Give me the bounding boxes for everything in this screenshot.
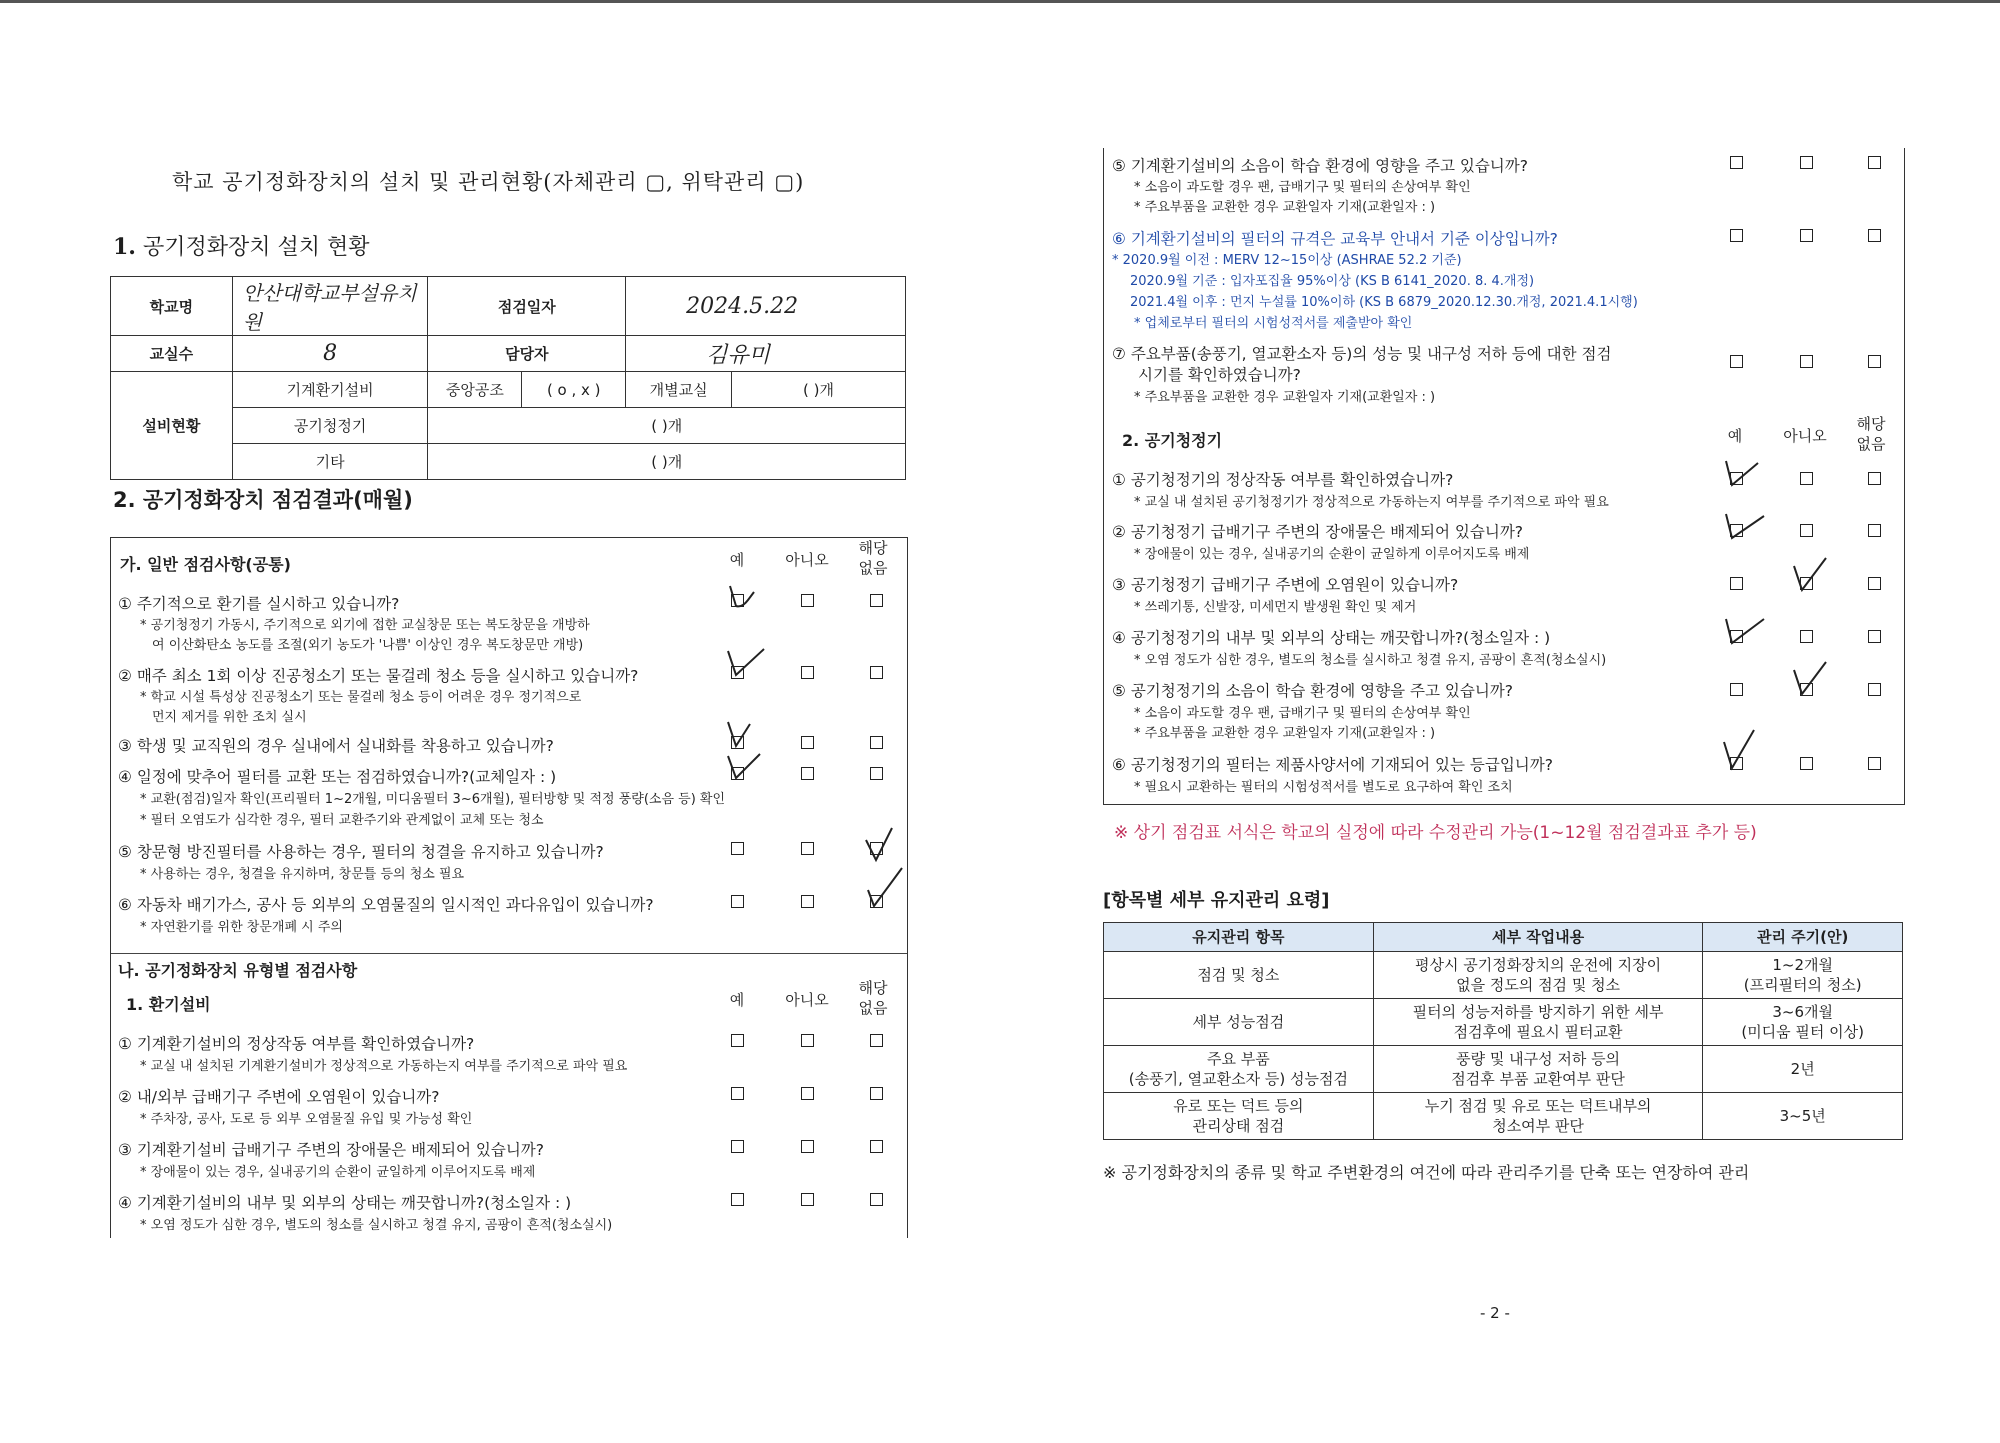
maint-cell: 2년 [1703, 1046, 1903, 1093]
checkbox-no[interactable] [801, 1140, 814, 1153]
footer-note: ※ 공기정화장치의 종류 및 학교 주변환경의 여건에 따라 관리주기를 단축 또는 연장하여 관리 [1103, 1163, 1750, 1182]
checkbox-yes[interactable] [1730, 577, 1743, 590]
label-individual: 개별교실 [626, 372, 732, 408]
label-mech-vent: 기계환기설비 [232, 372, 428, 408]
purifier-q2-note: * 장애물이 있는 경우, 실내공기의 순환이 균일하게 이루어지도록 배제 [1134, 547, 1530, 562]
purifier-q4-note: * 오염 정도가 심한 경우, 별도의 청소를 실시하고 청결 유지, 곰팡이 흔적(청소실시) [1134, 653, 1607, 668]
general-q3: ③ 학생 및 교직원의 경우 실내에서 실내화를 착용하고 있습니까? [118, 737, 554, 755]
col-no: 아니오 [785, 551, 829, 569]
checkbox-yes[interactable] [1730, 683, 1743, 696]
mech-title: 1. 환기설비 [126, 995, 211, 1014]
handwritten-check-icon [1792, 556, 1836, 596]
pink-notice: ※ 상기 점검표 서식은 학교의 실정에 따라 수정관리 가능(1~12월 점검결과표 추가 등) [1114, 823, 1757, 843]
label-status: 설비현황 [111, 372, 233, 480]
maint-cell: 1~2개월 (프리필터의 청소) [1703, 952, 1903, 999]
label-date: 점검일자 [428, 277, 626, 336]
mech-q7-note: * 주요부품을 교환한 경우 교환일자 기재(교환일자 : ) [1134, 390, 1436, 405]
col-yes: 예 [729, 551, 745, 569]
checkbox-no[interactable] [801, 767, 814, 780]
checkbox-no[interactable] [801, 736, 814, 749]
col-na: 해당 없음 [858, 539, 888, 577]
mech-q5: ⑤ 기계환기설비의 소음이 학습 환경에 영향을 주고 있습니까? [1112, 157, 1528, 175]
label-manager: 담당자 [428, 336, 626, 372]
handwritten-check-icon [724, 645, 770, 681]
maint-cell: 3~5년 [1703, 1093, 1903, 1140]
date-value: 2024.5.22 [626, 277, 906, 336]
purifier-q4: ④ 공기청정기의 내부 및 외부의 상태는 깨끗합니까?(청소일자 : ) [1112, 629, 1551, 647]
purifier-q5: ⑤ 공기청정기의 소음이 학습 환경에 영향을 주고 있습니까? [1112, 682, 1513, 700]
checkbox-na[interactable] [1868, 757, 1881, 770]
handwritten-check-icon [1722, 508, 1770, 544]
installation-table [110, 276, 906, 480]
checkbox-na[interactable] [870, 594, 883, 607]
general-q6: ⑥ 자동차 배기가스, 공사 등 외부의 오염물질의 일시적인 과다유입이 있습니까? [118, 896, 654, 914]
general-q4-note: * 필터 오염도가 심각한 경우, 필터 교환주기와 관계없이 교체 또는 청소 [140, 813, 544, 828]
checkbox-no[interactable] [801, 1193, 814, 1206]
maint-heading: [항목별 세부 유지관리 요령] [1103, 890, 1330, 911]
filter-spec-note: * 2020.9월 이전 : MERV 12~15이상 (ASHRAE 52.2 기준) [1112, 253, 1462, 268]
label-central: 중앙공조 [428, 372, 522, 408]
general-q1-note: * 공기청정기 가동시, 주기적으로 외기에 접한 교실창문 또는 복도창문을 개방하 [140, 618, 590, 633]
purifier-q2: ② 공기청정기 급배기구 주변의 장애물은 배제되어 있습니까? [1112, 523, 1524, 541]
checkbox-na[interactable] [1868, 524, 1881, 537]
checkbox-na[interactable] [870, 767, 883, 780]
checkbox-yes[interactable] [1730, 156, 1743, 169]
checkbox-no[interactable] [801, 842, 814, 855]
purifier-q1-note: * 교실 내 설치된 공기청정기가 정상적으로 가동하는지 여부를 주기적으로 파악 필요 [1134, 495, 1609, 510]
mech-q1-note: * 교실 내 설치된 기계환기설비가 정상적으로 가동하는지 여부를 주기적으로 파악 필요 [140, 1059, 628, 1074]
scan-top-edge [0, 0, 2000, 3]
general-title: 가. 일반 점검사항(공통) [120, 555, 291, 574]
checkbox-na[interactable] [1868, 577, 1881, 590]
mech-q5-note: * 소음이 과도할 경우 팬, 급배기구 및 필터의 손상여부 확인 [1134, 180, 1471, 195]
checkbox-yes[interactable] [731, 842, 744, 855]
col-no: 아니오 [1783, 427, 1827, 445]
maint-header: 관리 주기(안) [1703, 923, 1903, 952]
mech-q7: ⑦ 주요부품(송풍기, 열교환소자 등)의 성능 및 내구성 저하 등에 대한 점검 [1112, 345, 1612, 363]
col-na: 해당 없음 [1856, 415, 1886, 453]
purifier-q5-note: * 주요부품을 교환한 경우 교환일자 기재(교환일자 : ) [1134, 726, 1436, 741]
checkbox-na[interactable] [1868, 630, 1881, 643]
mech-q4-note: * 오염 정도가 심한 경우, 별도의 청소를 실시하고 청결 유지, 곰팡이 흔적(청소실시) [140, 1218, 613, 1233]
maint-cell: 유로 또는 덕트 등의 관리상태 점검 [1104, 1093, 1374, 1140]
checkbox-yes[interactable] [1730, 355, 1743, 368]
checkbox-no[interactable] [1800, 229, 1813, 242]
mech-q5-note: * 주요부품을 교환한 경우 교환일자 기재(교환일자 : ) [1134, 200, 1436, 215]
checkbox-no[interactable] [801, 1087, 814, 1100]
general-q2-note: 먼지 제거를 위한 조치 실시 [152, 710, 307, 725]
maint-cell: 누기 점검 및 유로 또는 덕트내부의 청소여부 판단 [1373, 1093, 1703, 1140]
mech-q3: ③ 기계환기설비 급배기구 주변의 장애물은 배제되어 있습니까? [118, 1141, 545, 1159]
handwritten-check-icon [724, 750, 770, 784]
general-q4-note: * 교환(점검)일자 확인(프리필터 1~2개월, 미디움필터 3~6개월), 필터방향 및 적정 풍량(소음 등) 확인 [140, 792, 726, 807]
checkbox-no[interactable] [1800, 355, 1813, 368]
checkbox-no[interactable] [1800, 472, 1813, 485]
maint-header: 세부 작업내용 [1373, 923, 1703, 952]
purifier-title: 2. 공기청정기 [1122, 431, 1223, 450]
filter-spec-note: * 업체로부터 필터의 시험성적서를 제출받아 확인 [1134, 316, 1413, 331]
checkbox-no[interactable] [1800, 156, 1813, 169]
col-na: 해당 없음 [858, 979, 888, 1017]
mech-q6: ⑥ 기계환기설비의 필터의 규격은 교육부 안내서 기준 이상입니까? [1112, 230, 1558, 248]
checkbox-yes[interactable] [731, 1140, 744, 1153]
general-q2-note: * 학교 시설 특성상 진공청소기 또는 물걸레 청소 등이 어려운 경우 정기적으로 [140, 690, 582, 705]
section-1-heading: 1. 공기정화장치 설치 현황 [113, 234, 370, 260]
general-q6-note: * 자연환기를 위한 창문개폐 시 주의 [140, 920, 343, 935]
purifier-q3-note: * 쓰레기통, 신발장, 미세먼지 발생원 확인 및 제거 [1134, 600, 1417, 615]
maint-cell: 평상시 공기정화장치의 운전에 지장이 없을 정도의 점검 및 청소 [1373, 952, 1703, 999]
types-title: 나. 공기정화장치 유형별 점검사항 [118, 961, 358, 980]
purifier-q6-note: * 필요시 교환하는 필터의 시험성적서를 별도로 요구하여 확인 조치 [1134, 780, 1513, 795]
handwritten-check-icon [1722, 455, 1766, 491]
checkbox-na[interactable] [870, 1193, 883, 1206]
col-no: 아니오 [785, 991, 829, 1009]
general-q5: ⑤ 창문형 방진필터를 사용하는 경우, 필터의 청결을 유지하고 있습니까? [118, 843, 604, 861]
filter-spec-note: 2020.9월 기준 : 입자포집율 95%이상 (KS B 6141_2020. 8. 4.개정) [1130, 274, 1535, 289]
checkbox-no[interactable] [801, 895, 814, 908]
label-purifier: 공기청정기 [232, 408, 428, 444]
checkbox-na[interactable] [1868, 156, 1881, 169]
checkbox-yes[interactable] [731, 1193, 744, 1206]
checkbox-na[interactable] [1868, 472, 1881, 485]
checkbox-yes[interactable] [1730, 229, 1743, 242]
handwritten-check-icon [862, 826, 902, 866]
page-number: - 2 - [1480, 1304, 1510, 1322]
manager-value: 김유미 [626, 336, 906, 372]
purifier-q5-note: * 소음이 과도할 경우 팬, 급배기구 및 필터의 손상여부 확인 [1134, 706, 1471, 721]
mech-q2: ② 내/외부 급배기구 주변에 오염원이 있습니까? [118, 1088, 440, 1106]
central-ox: ( o , x ) [522, 372, 626, 408]
maint-cell: 필터의 성능저하를 방지하기 위한 세부 점검후에 필요시 필터교환 [1373, 999, 1703, 1046]
general-q2: ② 매주 최소 1회 이상 진공청소기 또는 물걸레 청소 등을 실시하고 있습니까? [118, 667, 639, 685]
general-q1-note: 여 이산화탄소 농도를 조절(외기 농도가 '나쁨' 이상인 경우 복도창문만 개방) [152, 638, 584, 653]
label-other: 기타 [232, 444, 428, 480]
label-school: 학교명 [111, 277, 233, 336]
handwritten-check-icon [1792, 660, 1836, 700]
handwritten-check-icon [1720, 726, 1764, 774]
checkbox-na[interactable] [1868, 229, 1881, 242]
checkbox-na[interactable] [1868, 683, 1881, 696]
maint-header: 유지관리 항목 [1104, 923, 1374, 952]
purifier-q1: ① 공기청정기의 정상작동 여부를 확인하였습니까? [1112, 471, 1454, 489]
individual-count: ( )개 [732, 372, 906, 408]
checkbox-na[interactable] [1868, 355, 1881, 368]
handwritten-check-icon [862, 866, 910, 914]
general-q5-note: * 사용하는 경우, 청결을 유지하며, 창문틀 등의 청소 필요 [140, 867, 465, 882]
col-yes: 예 [729, 991, 745, 1009]
checkbox-na[interactable] [870, 666, 883, 679]
checkbox-na[interactable] [870, 1140, 883, 1153]
label-rooms: 교실수 [111, 336, 233, 372]
checkbox-no[interactable] [801, 666, 814, 679]
mech-q2-note: * 주차장, 공사, 도로 등 외부 오염물질 유입 및 가능성 확인 [140, 1112, 473, 1127]
general-q4: ④ 일정에 맞추어 필터를 교환 또는 점검하였습니까?(교체일자 : ) [118, 768, 557, 786]
general-q1: ① 주기적으로 환기를 실시하고 있습니까? [118, 595, 400, 613]
mech-q1: ① 기계환기설비의 정상작동 여부를 확인하였습니까? [118, 1035, 475, 1053]
maint-cell: 점검 및 청소 [1104, 952, 1374, 999]
checkbox-no[interactable] [1800, 630, 1813, 643]
checkbox-no[interactable] [801, 594, 814, 607]
maintenance-table [1103, 922, 1903, 1140]
checkbox-yes[interactable] [731, 895, 744, 908]
purifier-q3: ③ 공기청정기 급배기구 주변에 오염원이 있습니까? [1112, 576, 1459, 594]
mech-q7-cont: 시기를 확인하였습니까? [1138, 366, 1301, 384]
col-yes: 예 [1727, 427, 1743, 445]
section-2-heading: 2. 공기정화장치 점검결과(매월) [113, 488, 413, 512]
maint-cell: 3~6개월 (미디움 필터 이상) [1703, 999, 1903, 1046]
checkbox-yes[interactable] [731, 1087, 744, 1100]
checkbox-na[interactable] [870, 1034, 883, 1047]
checkbox-na[interactable] [870, 736, 883, 749]
handwritten-check-icon [1722, 613, 1770, 649]
school-name-value: 안산대학교부설유치원 [232, 277, 428, 336]
page-title: 학교 공기정화장치의 설치 및 관리현황(자체관리 ▢, 위탁관리 ▢) [172, 170, 805, 194]
purifier-count: ( )개 [428, 408, 906, 444]
checkbox-yes[interactable] [731, 1034, 744, 1047]
handwritten-check-icon [724, 578, 764, 614]
divider [111, 953, 907, 954]
filter-spec-note: 2021.4월 이후 : 먼지 누설률 10%이하 (KS B 6879_2020.12.30.개정, 2021.4.1시행) [1130, 295, 1638, 310]
mech-q4: ④ 기계환기설비의 내부 및 외부의 상태는 깨끗합니까?(청소일자 : ) [118, 1194, 572, 1212]
checkbox-no[interactable] [1800, 524, 1813, 537]
handwritten-check-icon [724, 716, 764, 752]
mech-q3-note: * 장애물이 있는 경우, 실내공기의 순환이 균일하게 이루어지도록 배제 [140, 1165, 536, 1180]
maint-cell: 세부 성능점검 [1104, 999, 1374, 1046]
checkbox-na[interactable] [870, 1087, 883, 1100]
rooms-value: 8 [232, 336, 428, 372]
purifier-q6: ⑥ 공기청정기의 필터는 제품사양서에 기재되어 있는 등급입니까? [1112, 756, 1553, 774]
maint-cell: 풍량 및 내구성 저하 등의 점검후 부품 교환여부 판단 [1373, 1046, 1703, 1093]
other-count: ( )개 [428, 444, 906, 480]
checkbox-no[interactable] [1800, 757, 1813, 770]
checkbox-no[interactable] [801, 1034, 814, 1047]
maint-cell: 주요 부품 (송풍기, 열교환소자 등) 성능점검 [1104, 1046, 1374, 1093]
